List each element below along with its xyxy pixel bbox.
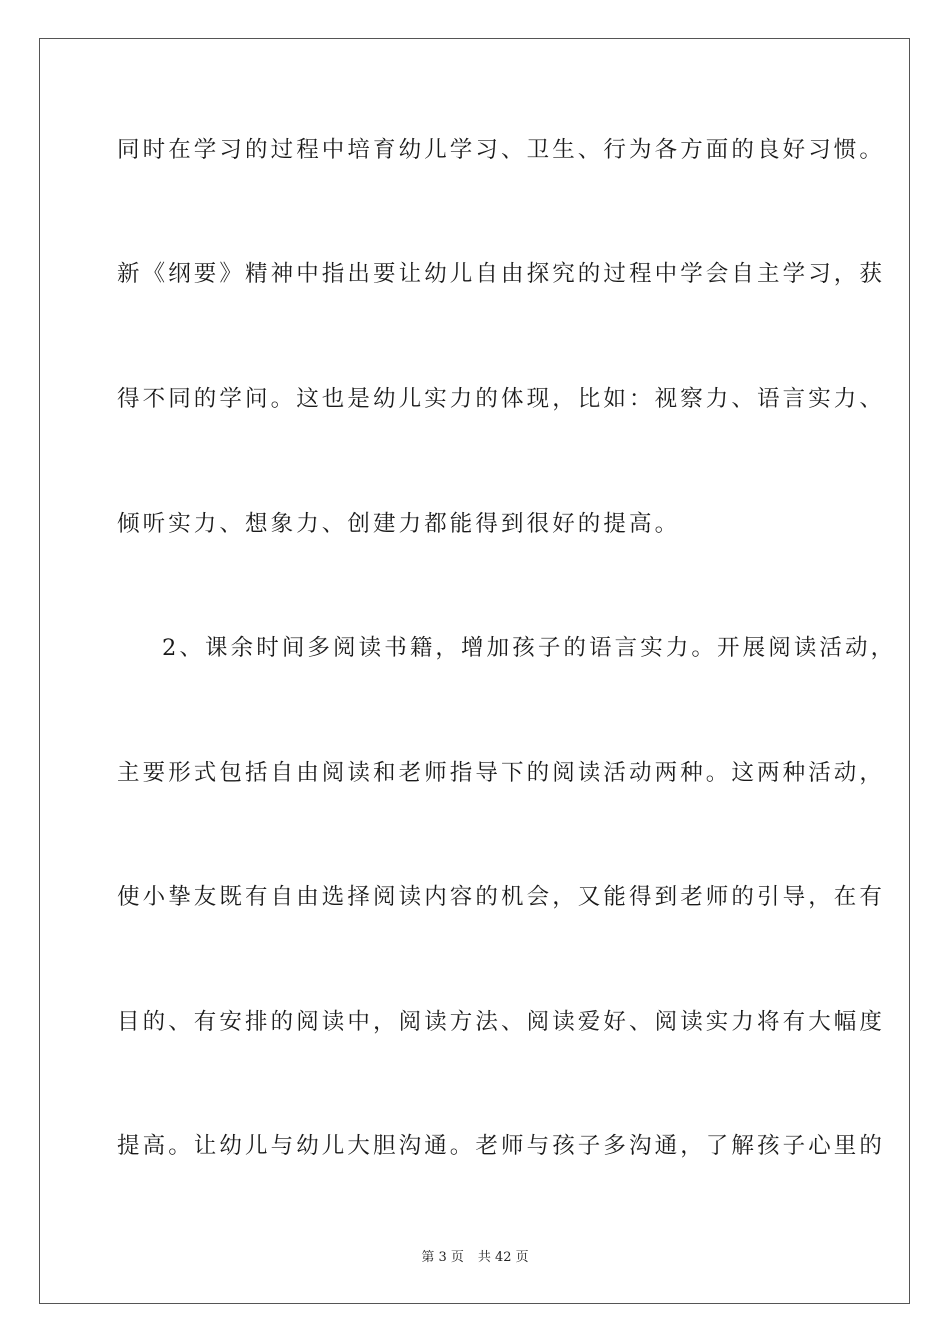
paragraph-line: 得不同的学问。这也是幼儿实力的体现，比如：视察力、语言实力、 [117, 386, 886, 412]
page-frame [39, 38, 910, 1304]
paragraph-line: 倾听实力、想象力、创建力都能得到很好的提高。 [117, 511, 681, 537]
page-total: 共 42 页 [477, 1250, 529, 1265]
paragraph-line: 目的、有安排的阅读中，阅读方法、阅读爱好、阅读实力将有大幅度 [117, 1009, 886, 1035]
paragraph-line: 使小挚友既有自由选择阅读内容的机会，又能得到老师的引导，在有 [117, 884, 886, 910]
page-footer [0, 1249, 950, 1267]
paragraph-line: 同时在学习的过程中培育幼儿学习、卫生、行为各方面的良好习惯。 [117, 137, 886, 163]
page-number: 第 3 页 [421, 1250, 464, 1265]
paragraph-line: 新《纲要》精神中指出要让幼儿自由探究的过程中学会自主学习，获 [117, 261, 886, 287]
paragraph-line: 2、课余时间多阅读书籍，增加孩子的语言实力。开展阅读活动， [162, 635, 897, 661]
paragraph-line: 提高。让幼儿与幼儿大胆沟通。老师与孩子多沟通，了解孩子心里的 [117, 1133, 886, 1159]
paragraph-line: 主要形式包括自由阅读和老师指导下的阅读活动两种。这两种活动， [117, 760, 886, 786]
